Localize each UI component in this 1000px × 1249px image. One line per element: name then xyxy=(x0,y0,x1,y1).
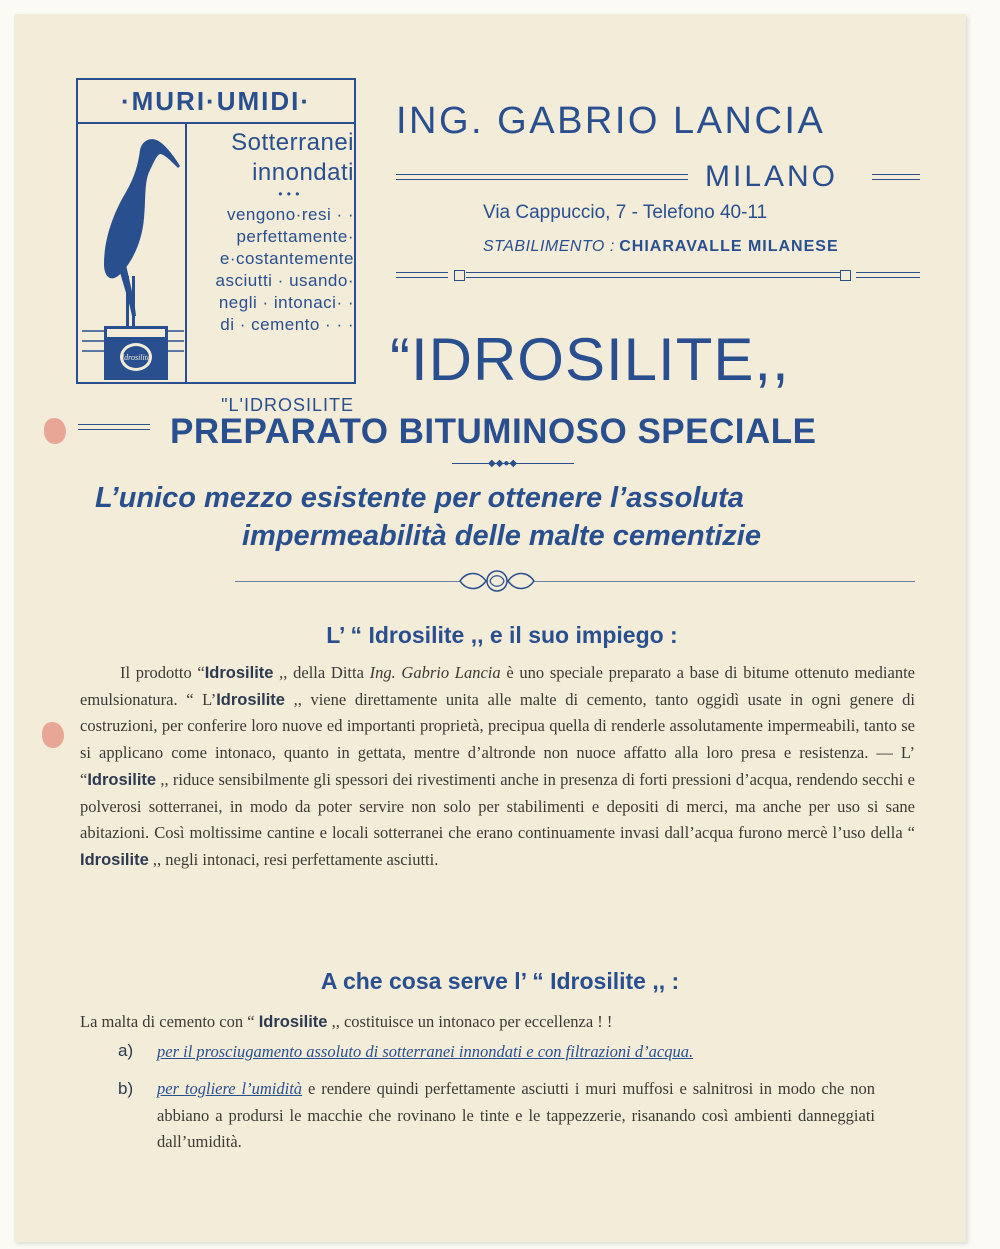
product-name: “IDROSILITE,, xyxy=(390,326,790,393)
stamp-mark xyxy=(44,418,66,444)
logo-line: vengono·resi · · xyxy=(226,205,354,224)
logo-line: perfettamente· xyxy=(236,227,354,246)
company-name: ING. GABRIO LANCIA xyxy=(396,100,826,142)
logo-line: negli · intonaci· · xyxy=(218,293,354,312)
plant-value: CHIARAVALLE MILANESE xyxy=(619,238,839,255)
product-subtitle: PREPARATO BITUMINOSO SPECIALE xyxy=(170,412,817,451)
logo-line: Sotterranei xyxy=(231,129,354,156)
tagline-1: L’unico mezzo esistente per ottenere l’assoluta xyxy=(95,482,744,514)
company-city: MILANO xyxy=(705,160,839,193)
flourish-ornament-icon xyxy=(456,568,538,594)
divider xyxy=(396,174,688,180)
logo-line: asciutti · usando· xyxy=(215,271,354,290)
section-paragraph: Il prodotto “Idrosilite ,, della Ditta Ing. Gabrio Lancia è uno speciale preparato a base di bitume ottenuto mediante emulsionatura. “ L’Idrosilite ,, viene direttamente unita alle malte di cemento, tanto oggidì usate in ogni genere di costruzioni, per conferire loro nuove ed importanti proprietà, precipua quella di renderle assolutamente impermeabili, tanto se si applicano come intonaco, quanto in gettata, mentre d’altronde non nuoce affatto alla loro presa e resistenza. — L’ “Idrosilite ,, riduce sensibilmente gli spessori dei rivestimenti anche in presenza di forti pressioni d’acqua, rendendo secchi e polverosi sotterranei, in modo da poter servire non solo per stabilimenti e depositi di merci, ma anche per uso si sane abitazioni. Così moltissime cantine e locali sotterranei che erano continuamente invasi dall’acqua furono mercè l’uso della “ Idrosilite ,, negli intonaci, resi perfettamente asciutti. xyxy=(80,663,915,869)
list-item: per togliere l’umidità e rendere quindi perfettamente asciutti i muri muffosi e salnitrosi in modo che non abbiano a prodursi le macchie che rovinano le tinte e le tappezzerie, risanando così ambienti danneggiati dall’umidità. xyxy=(157,1079,876,1152)
ornament-icon: ◆◆●◆ xyxy=(488,458,518,469)
divider xyxy=(396,272,448,278)
heron-illustration-icon xyxy=(82,126,184,382)
logo-brand: "L'IDROSILITE xyxy=(221,395,354,415)
logo-line: di · cemento · · · xyxy=(220,315,354,334)
tagline-2: impermeabilità delle malte cementizie xyxy=(242,520,761,552)
ornament-icon xyxy=(454,270,465,281)
divider xyxy=(872,174,920,180)
logo-box xyxy=(76,78,356,415)
logo-text-panel xyxy=(185,123,360,415)
list-item: per il prosciugamento assoluto di sotterranei innondati e con filtrazioni d’acqua. xyxy=(157,1042,694,1061)
can-label: Idrosilite xyxy=(121,353,151,362)
logo-title: ·MURI·UMIDI· xyxy=(120,86,312,116)
section-heading: L’ “ Idrosilite ,, e il suo impiego : xyxy=(326,622,678,648)
stamp-mark xyxy=(42,722,64,748)
section-heading: A che cosa serve l’ “ Idrosilite ,, : xyxy=(320,968,680,994)
divider xyxy=(78,424,150,430)
company-address: Via Cappuccio, 7 - Telefono 40-11 xyxy=(483,202,768,223)
plant-line xyxy=(483,238,839,256)
ornament-icon xyxy=(840,270,851,281)
divider xyxy=(235,581,915,582)
list-item-label: a) xyxy=(118,1041,134,1060)
logo-line: e·costantemente xyxy=(219,249,354,268)
logo-dots: • • • xyxy=(278,187,300,201)
list-item-label: b) xyxy=(118,1079,134,1098)
logo-line: innondati xyxy=(252,159,354,186)
section-intro: La malta di cemento con “ Idrosilite ,, costituisce un intonaco per eccellenza ! ! xyxy=(80,1012,613,1031)
divider xyxy=(856,272,920,278)
plant-label: STABILIMENTO : xyxy=(483,238,615,255)
divider xyxy=(466,272,840,278)
